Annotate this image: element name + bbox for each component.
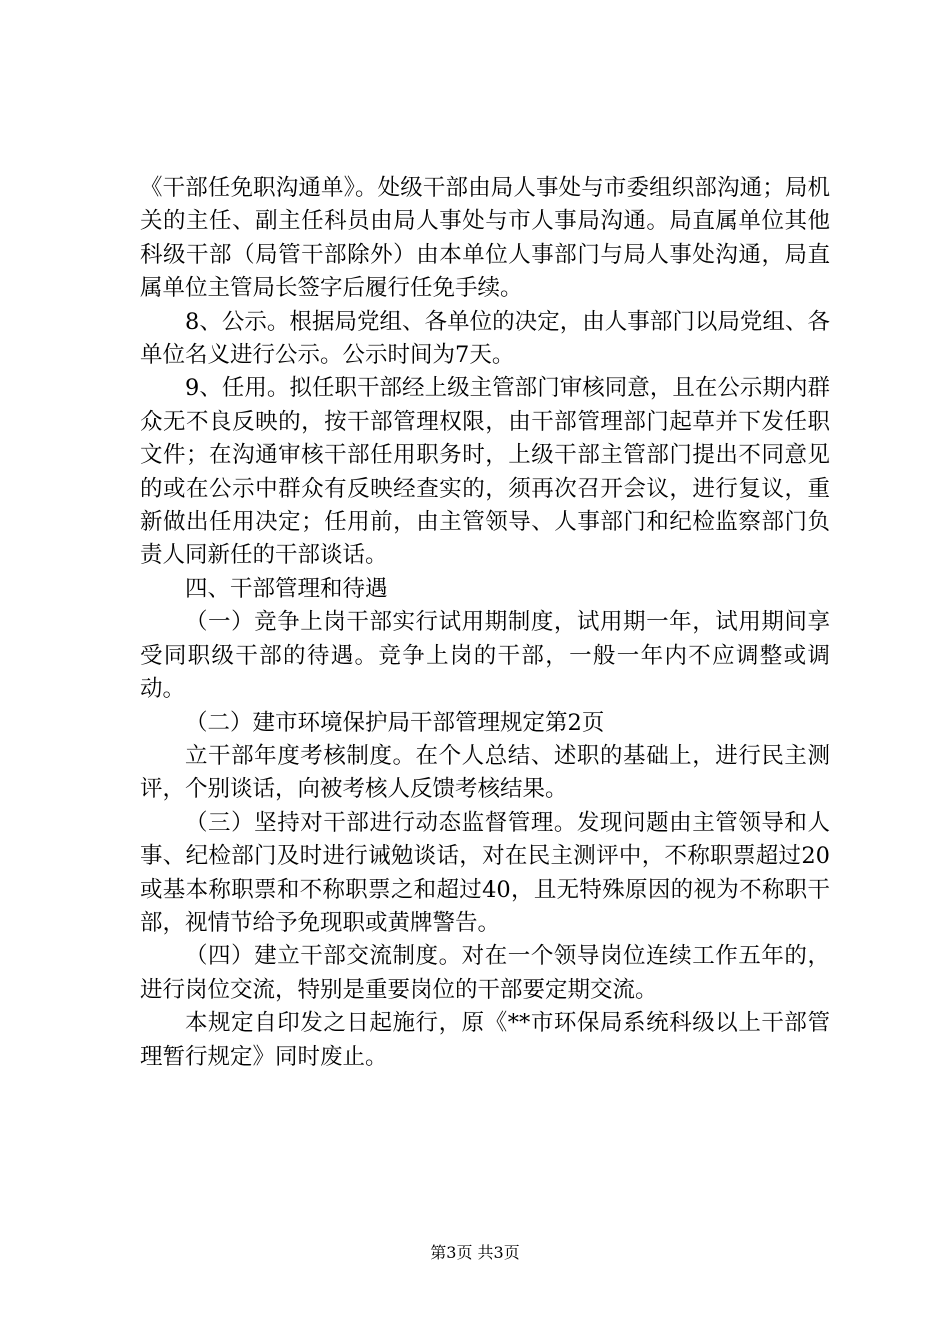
paragraph-page-break-note: （二）建市环境保护局干部管理规定第2页: [185, 709, 605, 736]
page-footer: [0, 1243, 950, 1263]
paragraph-probation: （一）竞争上岗干部实行试用期制度，试用期一年，试用期间享受同职级干部的待遇。竞争上岗的干部，一般一年内不应调整或调动。: [140, 609, 830, 703]
paragraph-effective-date: 本规定自印发之日起施行，原《**市环保局系统科级以上干部管理暂行规定》同时废止。: [140, 1010, 830, 1070]
paragraph-notice-form: 《干部任免职沟通单》。处级干部由局人事处与市委组织部沟通；局机关的主任、副主任科员由局人事处与市人事局沟通。局直属单位其他科级干部（局管干部除外）由本单位人事部门与局人事处沟通，局直属单位主管局长签字后履行任免手续。: [140, 175, 830, 302]
paragraph-appointment: 9、任用。拟任职干部经上级主管部门审核同意，且在公示期内群众无不良反映的，按干部管理权限，由干部管理部门起草并下发任职文件；在沟通审核干部任用职务时，上级干部主管部门提出不同意见的或在公示中群众有反映经查实的，须再次召开会议，进行复议，重新做出任用决定；任用前，由主管领导、人事部门和纪检监察部门负责人同新任的干部谈话。: [140, 375, 830, 569]
paragraph-publicity: 8、公示。根据局党组、各单位的决定，由人事部门以局党组、各单位名义进行公示。公示时间为7天。: [140, 308, 830, 369]
paragraph-rotation: （四）建立干部交流制度。对在一个领导岗位连续工作五年的，进行岗位交流，特别是重要岗位的干部要定期交流。: [140, 943, 830, 1003]
paragraph-annual-review: 立干部年度考核制度。在个人总结、述职的基础上，进行民主测评，个别谈话，向被考核人反馈考核结果。: [140, 742, 830, 803]
page-number-label: 第3页 共3页: [430, 1243, 520, 1262]
section-heading-management: 四、干部管理和待遇: [185, 575, 388, 602]
paragraph-supervision: （三）坚持对干部进行动态监督管理。发现问题由主管领导和人事、纪检部门及时进行诫勉谈话，对在民主测评中，不称职票超过20或基本称职票和不称职票之和超过40，且无特殊原因的视为不称职干部，视情节给予免现职或黄牌警告。: [140, 809, 830, 936]
document-body: [140, 172, 830, 1074]
